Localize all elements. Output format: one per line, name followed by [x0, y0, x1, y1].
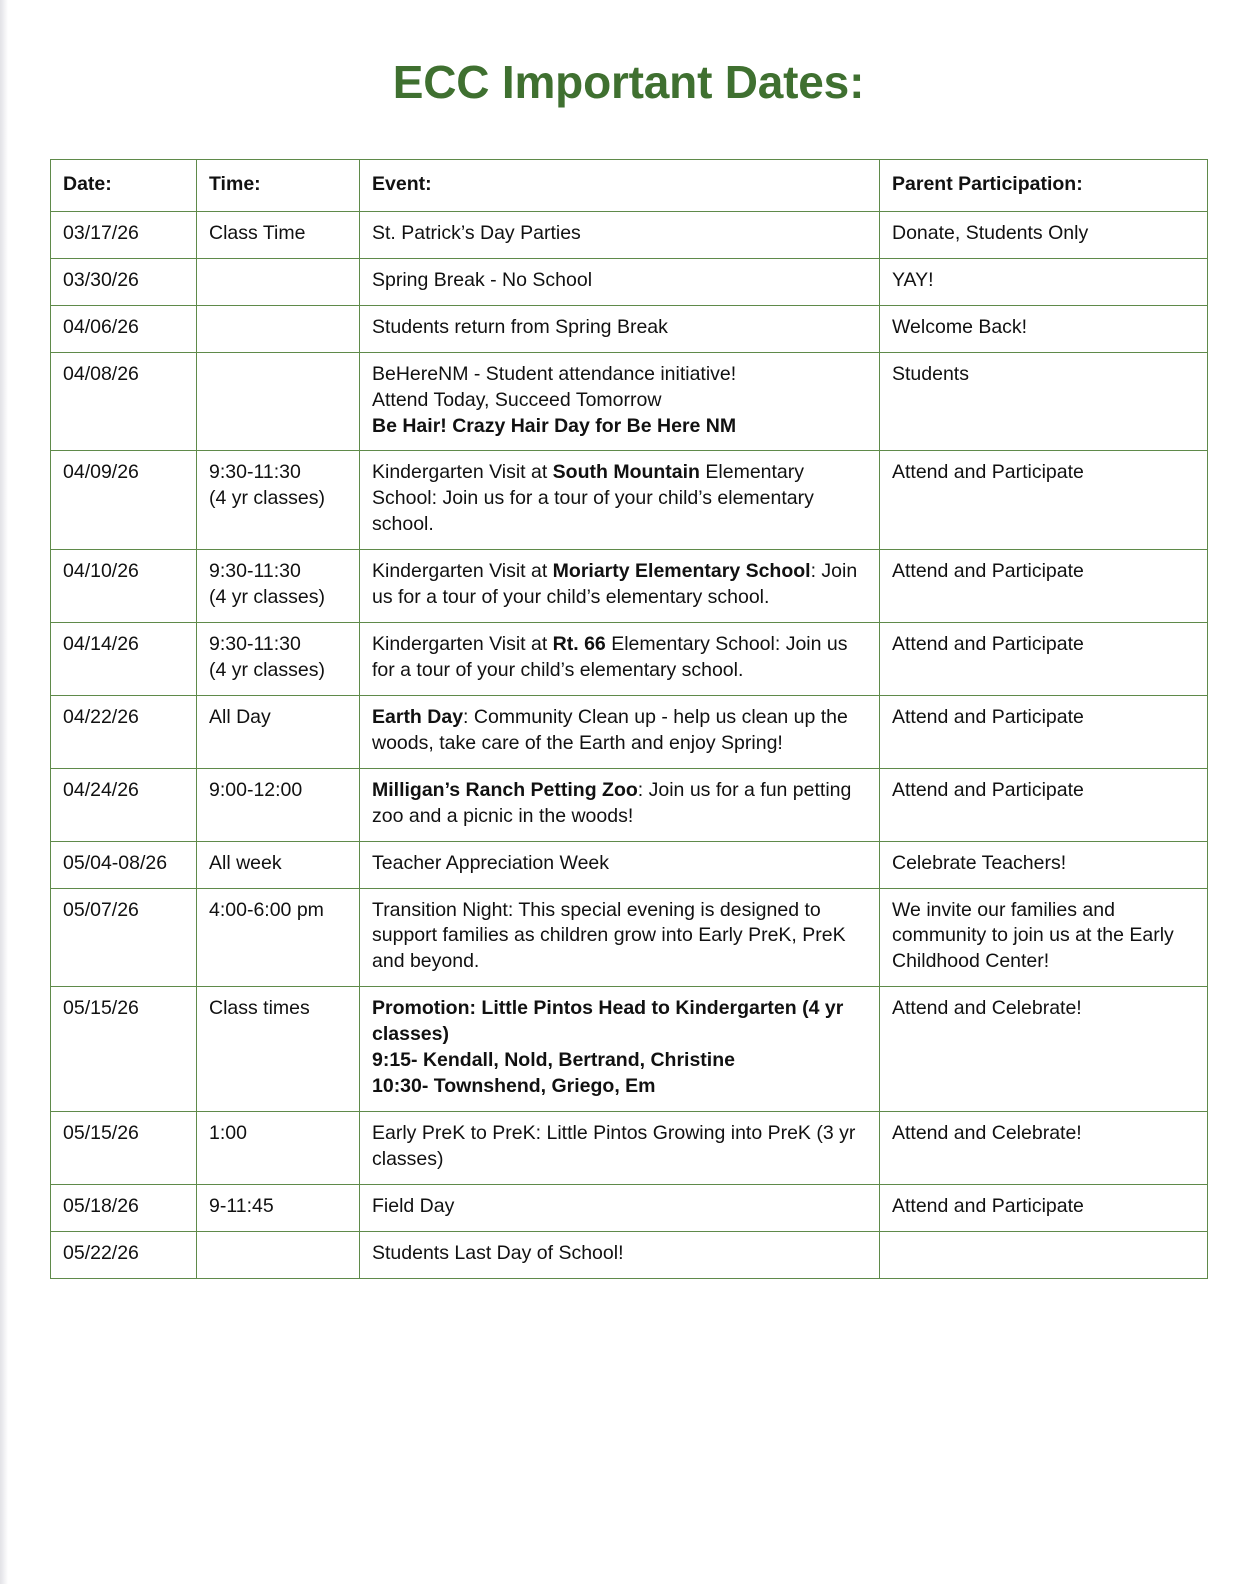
cell-time: Class Time — [197, 211, 360, 258]
event-text-emphasis: Rt. 66 — [552, 633, 606, 656]
cell-parent-participation: Attend and Participate — [880, 695, 1208, 768]
cell-time: All Day — [197, 695, 360, 768]
cell-parent-participation: We invite our families and community to join us at the Early Childhood Center! — [880, 888, 1208, 987]
cell-time: Class times — [197, 987, 360, 1112]
event-text-emphasis: Milligan’s Ranch Petting Zoo — [372, 778, 638, 801]
event-text-emphasis: Moriarty Elementary School — [552, 560, 811, 583]
cell-parent-participation: Welcome Back! — [880, 305, 1208, 352]
time-line-1: 9:30-11:30 — [209, 633, 301, 656]
event-text-emphasis: South Mountain — [552, 461, 700, 484]
table-row — [51, 841, 1208, 888]
table-row — [51, 305, 1208, 352]
event-text-post: Elementary School: Join us for a tour of your child’s elementary school. — [372, 461, 814, 536]
table-row — [51, 352, 1208, 451]
cell-date: 05/18/26 — [51, 1184, 197, 1231]
cell-event: Students return from Spring Break — [360, 305, 880, 352]
cell-parent-participation: Attend and Participate — [880, 768, 1208, 841]
cell-event: Early PreK to PreK: Little Pintos Growing into PreK (3 yr classes) — [360, 1111, 880, 1184]
cell-parent-participation — [880, 1231, 1208, 1278]
cell-parent-participation: Attend and Celebrate! — [880, 987, 1208, 1112]
table-row — [51, 768, 1208, 841]
cell-time — [197, 352, 360, 451]
event-line-1: Promotion: Little Pintos Head to Kindergarten (4 yr classes) — [372, 997, 844, 1046]
table-row — [51, 1231, 1208, 1278]
event-text-post: : Join us for a tour of your child’s elementary school. — [372, 560, 858, 609]
cell-event — [360, 451, 880, 550]
cell-date: 04/14/26 — [51, 623, 197, 696]
cell-date: 04/06/26 — [51, 305, 197, 352]
cell-time: 4:00-6:00 pm — [197, 888, 360, 987]
cell-parent-participation: Attend and Participate — [880, 550, 1208, 623]
event-text-post: : Join us for a fun petting zoo and a picnic in the woods! — [372, 778, 852, 827]
cell-date: 05/04-08/26 — [51, 841, 197, 888]
time-line-2: (4 yr classes) — [209, 487, 325, 510]
cell-date: 05/07/26 — [51, 888, 197, 987]
table-row — [51, 888, 1208, 987]
time-line-2: (4 yr classes) — [209, 658, 325, 681]
column-header-parent-participation: Parent Participation: — [880, 160, 1208, 212]
cell-event — [360, 768, 880, 841]
event-text-pre: Kindergarten Visit at — [372, 461, 553, 484]
cell-event: Spring Break - No School — [360, 258, 880, 305]
event-text-pre: Kindergarten Visit at — [372, 633, 553, 656]
table-row — [51, 550, 1208, 623]
column-header-date: Date: — [51, 160, 197, 212]
event-text-post: : Community Clean up - help us clean up the woods, take care of the Earth and enjoy Spring! — [372, 705, 848, 754]
cell-date: 04/08/26 — [51, 352, 197, 451]
cell-parent-participation: Attend and Participate — [880, 451, 1208, 550]
table-row — [51, 1184, 1208, 1231]
cell-event: Transition Night: This special evening is designed to support families as children grow into Early PreK, PreK and beyond. — [360, 888, 880, 987]
table-row — [51, 451, 1208, 550]
cell-parent-participation: Celebrate Teachers! — [880, 841, 1208, 888]
cell-event — [360, 623, 880, 696]
cell-parent-participation: YAY! — [880, 258, 1208, 305]
cell-date: 05/15/26 — [51, 987, 197, 1112]
cell-event — [360, 987, 880, 1112]
cell-time — [197, 258, 360, 305]
cell-parent-participation: Attend and Participate — [880, 1184, 1208, 1231]
cell-event: Students Last Day of School! — [360, 1231, 880, 1278]
cell-event — [360, 695, 880, 768]
cell-parent-participation: Donate, Students Only — [880, 211, 1208, 258]
table-header-row — [51, 160, 1208, 212]
column-header-time: Time: — [197, 160, 360, 212]
cell-event — [360, 550, 880, 623]
cell-time: 1:00 — [197, 1111, 360, 1184]
cell-event: Teacher Appreciation Week — [360, 841, 880, 888]
cell-date: 04/10/26 — [51, 550, 197, 623]
event-text-post: Elementary School: Join us for a tour of your child’s elementary school. — [372, 633, 848, 681]
cell-date: 04/24/26 — [51, 768, 197, 841]
cell-date: 05/22/26 — [51, 1231, 197, 1278]
cell-time — [197, 451, 360, 550]
cell-event: St. Patrick’s Day Parties — [360, 211, 880, 258]
table-row — [51, 1111, 1208, 1184]
cell-date: 04/09/26 — [51, 451, 197, 550]
cell-time: All week — [197, 841, 360, 888]
time-line-1: 9:30-11:30 — [209, 461, 301, 484]
time-line-1: 9:30-11:30 — [209, 560, 301, 583]
cell-date: 03/17/26 — [51, 211, 197, 258]
event-text-pre: Kindergarten Visit at — [372, 560, 553, 583]
cell-date: 05/15/26 — [51, 1111, 197, 1184]
time-line-2: (4 yr classes) — [209, 586, 325, 609]
table-row — [51, 623, 1208, 696]
event-text-emphasis: Earth Day — [372, 705, 464, 728]
important-dates-table-wrapper — [50, 159, 1207, 1279]
important-dates-table — [50, 159, 1208, 1279]
cell-time: 9-11:45 — [197, 1184, 360, 1231]
event-line-1: BeHereNM - Student attendance initiative! — [372, 362, 737, 385]
cell-parent-participation: Attend and Celebrate! — [880, 1111, 1208, 1184]
column-header-event: Event: — [360, 160, 880, 212]
table-row — [51, 211, 1208, 258]
cell-time — [197, 550, 360, 623]
cell-event: Field Day — [360, 1184, 880, 1231]
cell-date: 04/22/26 — [51, 695, 197, 768]
event-line-3: 10:30- Townshend, Griego, Em — [372, 1075, 656, 1098]
cell-time — [197, 1231, 360, 1278]
event-line-3: Be Hair! Crazy Hair Day for Be Here NM — [372, 414, 737, 437]
cell-time: 9:00-12:00 — [197, 768, 360, 841]
event-line-2: 9:15- Kendall, Nold, Bertrand, Christine — [372, 1049, 735, 1072]
cell-event — [360, 352, 880, 451]
table-row — [51, 258, 1208, 305]
cell-time — [197, 623, 360, 696]
cell-date: 03/30/26 — [51, 258, 197, 305]
event-line-2: Attend Today, Succeed Tomorrow — [372, 388, 662, 411]
cell-time — [197, 305, 360, 352]
table-row — [51, 695, 1208, 768]
table-row — [51, 987, 1208, 1112]
cell-parent-participation: Students — [880, 352, 1208, 451]
page-title: ECC Important Dates: — [392, 56, 865, 108]
cell-parent-participation: Attend and Participate — [880, 623, 1208, 696]
